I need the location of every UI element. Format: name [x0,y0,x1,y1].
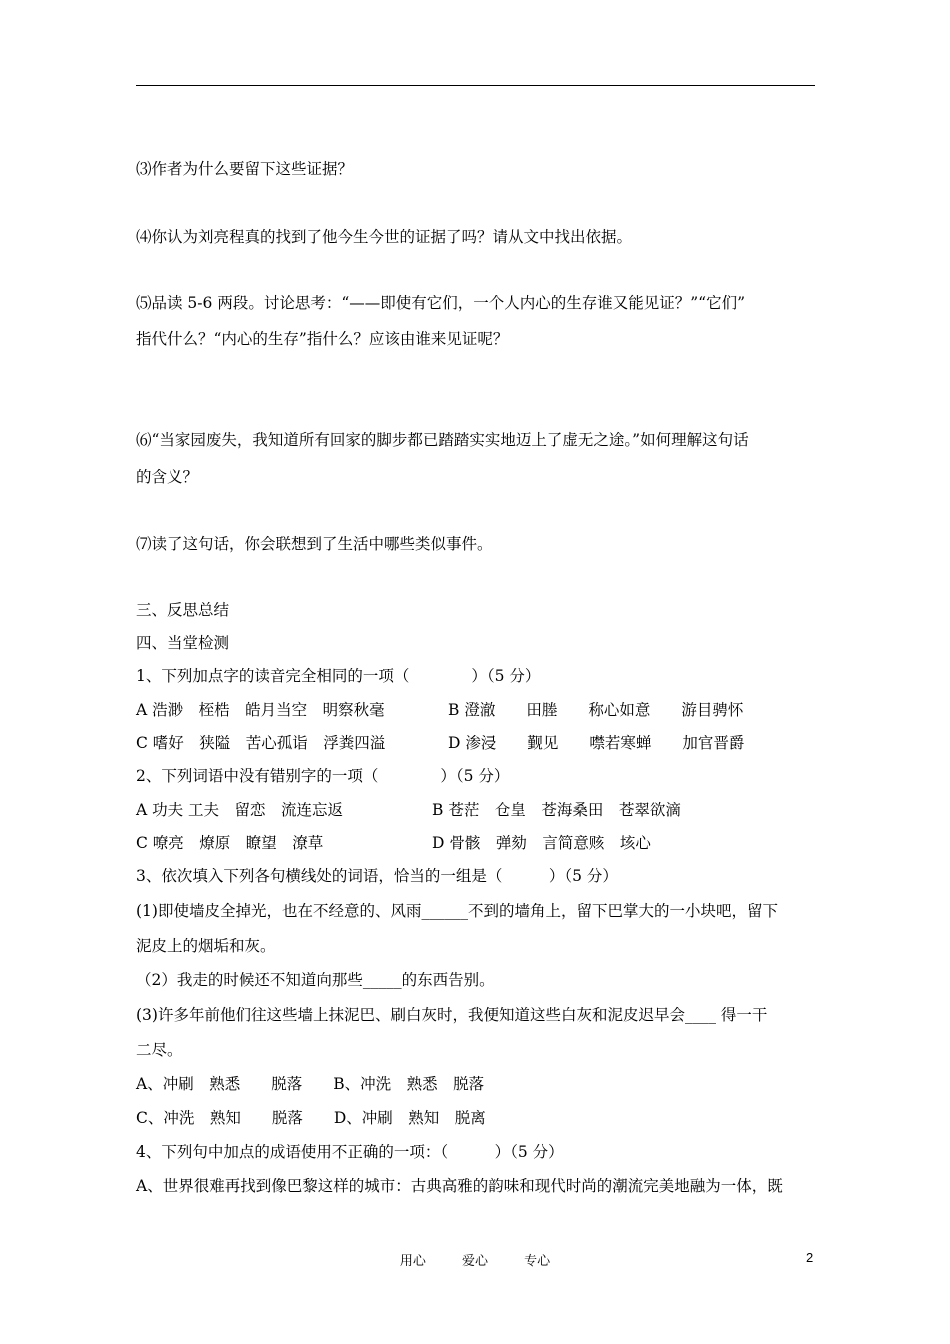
page-number: 2 [806,1250,814,1265]
test-1-option-d: D 渗浸 觐见 噤若寒蝉 加官晋爵 [448,734,745,752]
test-4-stem: 4、下列句中加点的成语使用不正确的一项：（ ）（5 分） [136,1143,564,1161]
test-3-options-a-b: A、冲刷 熟悉 脱落 B、冲洗 熟悉 脱落 [136,1075,485,1093]
test-1-stem: 1、下列加点字的读音完全相同的一项（ ）（5 分） [136,667,541,685]
footer-slogan-2: 爱心 [461,1254,488,1269]
test-2-option-c: C 嘹亮 燎原 瞭望 潦草 [136,834,324,852]
test-3-sentence-3-line-2: 二尽。 [136,1041,183,1059]
test-2-option-b: B 苍茫 仓皇 苍海桑田 苍翠欲滴 [432,801,681,819]
test-3-stem: 3、依次填入下列各句横线处的词语，恰当的一组是（ ）（5 分） [136,867,618,885]
test-4-option-a-line-1: A、世界很难再找到像巴黎这样的城市：古典高雅的韵味和现代时尚的潮流完美地融为一体，既 [136,1177,783,1195]
test-3-sentence-1-line-2: 泥皮上的烟垢和灰。 [136,937,276,955]
test-3-sentence-3-line-1: (3)许多年前他们往这些墙上抹泥巴、刷白灰时，我便知道这些白灰和泥皮迟早会____ 得一干 [136,1006,768,1024]
test-3-sentence-2: （2）我走的时候还不知道向那些_____的东西告别。 [136,971,495,989]
test-1-option-b: B 澄澈 田塍 称心如意 游目骋怀 [448,701,744,719]
test-1-option-a: A 浩渺 桎梏 皓月当空 明察秋毫 [136,701,385,719]
question-7: ⑺读了这句话，你会联想到了生活中哪些类似事件。 [136,535,493,553]
footer-slogan-3: 专心 [524,1254,551,1269]
test-3-sentence-1-line-1: (1)即使墙皮全掉光，也在不经意的、风雨______不到的墙角上，留下巴掌大的一小块吧，留下 [136,902,778,920]
question-5-line-1: ⑸品读 5-6 两段。讨论思考：“——即使有它们，一个人内心的生存谁又能见证？”“它们” [136,294,746,312]
question-6-line-1: ⑹“当家园废失，我知道所有回家的脚步都已踏踏实实地迈上了虚无之途。”如何理解这句话 [136,431,749,449]
test-2-stem: 2、下列词语中没有错别字的一项（ ）（5 分） [136,767,510,785]
question-5-line-2: 指代什么？“内心的生存”指什么？应该由谁来见证呢？ [136,330,509,348]
question-4: ⑷你认为刘亮程真的找到了他今生今世的证据了吗？请从文中找出依据。 [136,228,633,246]
test-1-option-c: C 嗜好 狭隘 苦心孤诣 浮粪四溢 [136,734,386,752]
question-3: ⑶作者为什么要留下这些证据？ [136,160,354,178]
test-2-option-a: A 功夫 工夫 留恋 流连忘返 [136,801,344,819]
footer-slogan-1: 用心 [399,1254,426,1269]
section-heading-test: 四、当堂检测 [136,634,230,652]
test-2-option-d: D 骨骸 弹劾 言简意赅 垓心 [432,834,651,852]
section-heading-reflection: 三、反思总结 [136,601,230,619]
question-6-line-2: 的含义？ [136,468,199,486]
header-rule [136,85,815,86]
test-3-options-c-d: C、冲洗 熟知 脱落 D、冲刷 熟知 脱离 [136,1109,486,1127]
